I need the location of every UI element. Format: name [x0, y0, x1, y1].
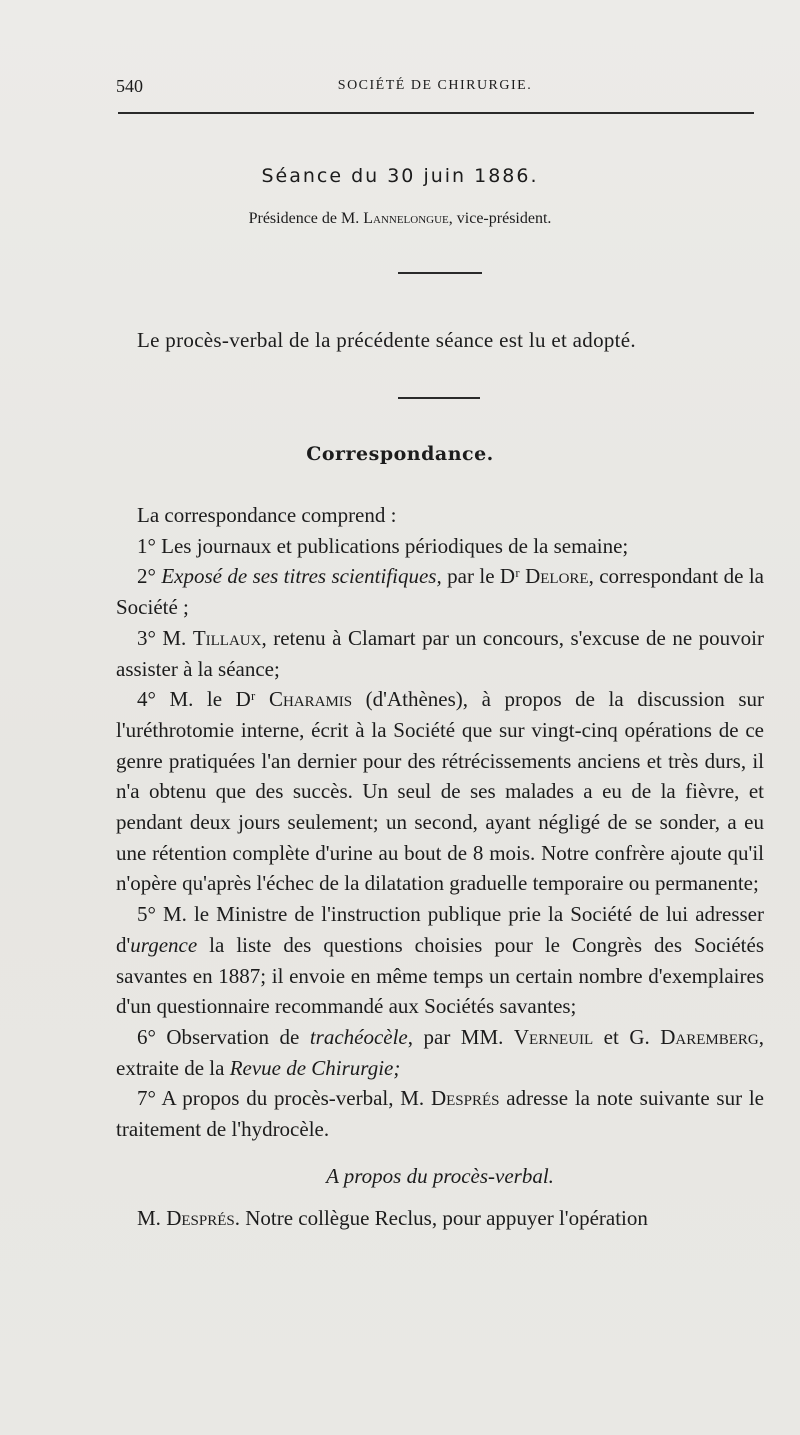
correspondance-item-1: 1° Les journaux et publications périodiques de la semaine; [137, 533, 629, 558]
correspondance-item-5 [116, 899, 764, 1022]
section-rule [398, 397, 480, 399]
body-text [116, 500, 764, 1234]
item-2-title: Exposé de ses titres scientifiques, [161, 564, 442, 589]
item-4-suffix: (d'Athènes), à propos de la discussion sur l'uréthrotomie interne, écrit à la Société que sur vingt-cinq opérations de ce genre pratiquées l'an dernier pour des rétrécissements anciens et très durs, il n'a obtenu que des succès. Un seul de ses malades a eu de la fièvre, et pendant deux jours seulement; un second, ayant négligé de se sonder, a eu une rétention complète d'urine au bout de 8 mois. Notre confrère ajoute qu'il n'opère qu'après l'échec de la dilatation graduelle temporaire ou permanente; [116, 687, 764, 896]
item-6-and: et G. [593, 1024, 661, 1049]
running-title: SOCIÉTÉ DE CHIRURGIE. [337, 78, 533, 93]
item-2-name: Delore [525, 564, 589, 589]
item-6-name-1: Verneuil [513, 1024, 594, 1049]
note-speaker-prefix: M. [137, 1206, 167, 1231]
item-2-suffix: , correspondant de la Société ; [116, 564, 764, 620]
presidence-suffix: , vice-président. [448, 210, 552, 227]
correspondance-item-2 [116, 561, 764, 622]
page-header [116, 76, 754, 100]
item-7-suffix: adresse la note suivante sur le traitement de l'hydrocèle. [116, 1086, 764, 1142]
correspondance-item-4 [116, 684, 764, 899]
presidence-line [0, 210, 800, 228]
item-6-mid-2: , extraite de la [116, 1024, 764, 1080]
note-speaker: Després [166, 1206, 235, 1231]
item-4-prefix: 4° M. le Dʳ [137, 687, 269, 712]
item-4-name: Charamis [268, 687, 353, 712]
item-6-journal: Revue de Chirurgie; [229, 1055, 401, 1080]
item-6-mid: , par MM. [407, 1024, 514, 1049]
president-name: Lannelongue [363, 210, 449, 227]
item-2-prefix: 2° [137, 564, 162, 589]
item-5-prefix: 5° M. le Ministre de l'instruction publique prie la Société de lui adresser d' [116, 902, 764, 957]
item-6-italic: trachéocèle [309, 1024, 408, 1049]
item-7-prefix: 7° A propos du procès-verbal, M. [137, 1086, 431, 1111]
item-5-suffix: la liste des questions choisies pour le Congrès des Sociétés savantes en 1887; il envoie en même temps un certain nombre d'exemplaires d'un questionnaire recommandé aux Sociétés savantes; [116, 932, 764, 1019]
item-6-name-2: Daremberg [660, 1024, 759, 1049]
correspondance-item-6 [116, 1022, 764, 1083]
minutes-adopted: Le procès-verbal de la précédente séance est lu et adopté. [137, 328, 636, 352]
note-text [116, 1203, 764, 1234]
item-5-italic: urgence [130, 932, 198, 957]
note-body: . Notre collègue Reclus, pour appuyer l'opération [234, 1206, 648, 1231]
item-3-prefix: 3° M. [137, 625, 193, 650]
correspondance-item-7 [116, 1083, 764, 1144]
seance-title: Séance du 30 juin 1886. [261, 165, 539, 187]
item-3-name: Tillaux [192, 625, 262, 650]
correspondance-intro: La correspondance comprend : [137, 503, 397, 527]
header-rule [118, 112, 754, 114]
correspondance-heading: Correspondance. [306, 443, 494, 465]
item-2-mid: par le Dʳ [441, 564, 526, 589]
presidence-prefix: Présidence de M. [248, 210, 364, 227]
item-6-prefix: 6° Observation de [137, 1024, 310, 1049]
section-rule [398, 272, 482, 274]
correspondance-item-3 [116, 623, 764, 684]
page-number: 540 [116, 76, 143, 96]
note-subtitle: A propos du procès-verbal. [326, 1163, 554, 1188]
item-7-name: Després [430, 1086, 500, 1111]
item-3-suffix: , retenu à Clamart par un concours, s'excuse de ne pouvoir assister à la séance; [116, 625, 764, 681]
